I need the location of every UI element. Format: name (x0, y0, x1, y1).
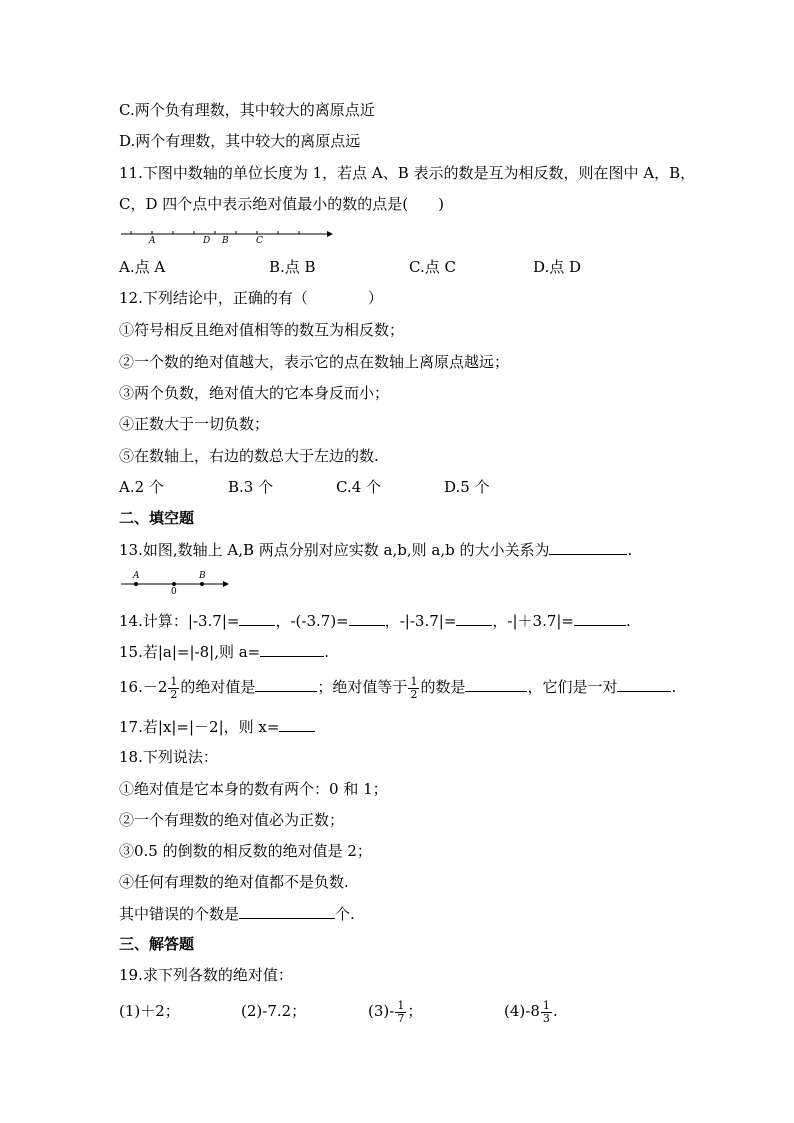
q14-blank-4[interactable] (574, 610, 626, 626)
q14-blank-2[interactable] (349, 610, 385, 626)
q16-part1: 16.－2 (119, 678, 168, 696)
question-16 (119, 672, 676, 702)
q12-statement-2: ②一个数的绝对值越大，表示它的点在数轴上离原点越远； (119, 353, 510, 371)
point-a-label: A (133, 571, 140, 581)
axis-arrow (327, 231, 333, 237)
q18-conclusion-text: 其中错误的个数是 (119, 905, 240, 923)
q12-statement-4: ④正数大于一切负数； (119, 415, 270, 433)
q19-items (119, 994, 558, 1028)
question-11-line1: 11.下图中数轴的单位长度为 1，若点 A、B 表示的数是互为相反数，则在图中 A，B， (119, 164, 696, 182)
q14-part3: ，-|-3.7|= (384, 612, 457, 630)
q12-options (119, 477, 490, 497)
question-12: 12.下列结论中，正确的有（ ） (119, 289, 383, 307)
q14-part4: ，-|＋3.7|= (492, 612, 575, 630)
question-15 (119, 641, 329, 662)
q12-statement-3: ③两个负数，绝对值大的它本身反而小； (119, 384, 390, 402)
q12-statement-5: ⑤在数轴上，右边的数总大于左边的数. (119, 447, 379, 465)
q11-option-a: A.点 A (119, 258, 166, 276)
q16-blank-2[interactable] (465, 676, 527, 692)
point-b-label: B (199, 571, 206, 581)
q11-options (119, 257, 581, 277)
q16-part5: ，它们是一对 (527, 678, 618, 696)
question-11-line2: C，D 四个点中表示绝对值最小的数的点是( ) (119, 195, 444, 213)
question-14 (119, 610, 631, 631)
point-b-label: B (222, 236, 229, 246)
q11-option-b: B.点 B (269, 258, 316, 276)
q19-item-3: (3)- $\frac{1}{7}$ ； (368, 998, 423, 1025)
section-solve-heading: 三、解答题 (119, 935, 195, 953)
q16-period: . (671, 678, 677, 696)
q12-option-d: D.5 个 (444, 478, 490, 496)
q19-item-2: (2)-7.2； (241, 1002, 307, 1020)
fraction-one-seventh: $\frac{1}{7}$ (397, 998, 405, 1025)
q12-option-a: A.2 个 (119, 478, 164, 496)
point-d-label: D (203, 236, 211, 246)
q18-statement-2: ②一个有理数的绝对值必为正数； (119, 811, 345, 829)
q16-part3: ；绝对值等于 (317, 678, 408, 696)
q19-item-1: (1)＋2； (119, 1002, 180, 1020)
question-18: 18.下列说法： (119, 748, 218, 766)
option-c-text: C.两个负有理数，其中较大的离原点近 (119, 101, 375, 119)
q14-part2: ，-(-3.7)= (275, 612, 349, 630)
q13-number-line-figure (119, 568, 234, 594)
q19-item-4: (4)-8 $\frac{1}{3}$ . (504, 998, 558, 1025)
q16-part4: 的数是 (420, 678, 466, 696)
q18-conclusion-suffix: 个. (335, 905, 355, 923)
point-a-label: A (149, 236, 156, 246)
q12-option-c: C.4 个 (336, 478, 382, 496)
q11-option-d: D.点 D (533, 258, 582, 276)
point-c-label: C (256, 236, 263, 246)
question-13 (119, 539, 632, 560)
q15-text: 15.若|a|=|-8|,则 a= (119, 643, 261, 661)
q11-option-c: C.点 C (409, 258, 456, 276)
q18-statement-4: ④任何有理数的绝对值都不是负数. (119, 873, 349, 891)
axis-arrow (223, 581, 229, 587)
origin-dot (172, 582, 176, 586)
q12-statement-1: ①符号相反且绝对值相等的数互为相反数； (119, 321, 405, 339)
q15-answer-blank[interactable] (260, 641, 324, 657)
origin-label: 0 (171, 587, 177, 594)
q17-answer-blank[interactable] (279, 716, 315, 732)
q16-part2: 的绝对值是 (180, 678, 256, 696)
q13-answer-blank[interactable] (549, 539, 627, 555)
point-a-dot (134, 582, 138, 586)
q17-text: 17.若|x|=|－2|，则 x= (119, 718, 280, 736)
q16-blank-3[interactable] (617, 676, 671, 692)
question-17 (119, 716, 315, 737)
option-d-text: D.两个有理数，其中较大的离原点远 (119, 132, 361, 150)
q14-blank-3[interactable] (456, 610, 492, 626)
fraction-one-third: $\frac{1}{3}$ (542, 998, 550, 1025)
q18-statement-1: ①绝对值是它本身的数有两个：0 和 1； (119, 780, 388, 798)
q14-blank-1[interactable] (239, 610, 275, 626)
q18-statement-3: ③0.5 的倒数的相反数的绝对值是 2； (119, 842, 372, 860)
fraction-one-half: $\frac{1}{2}$ (410, 674, 418, 701)
q13-text: 13.如图,数轴上 A,B 两点分别对应实数 a,b,则 a,b 的大小关系为 (119, 541, 550, 559)
q16-blank-1[interactable] (255, 676, 317, 692)
question-19: 19.求下列各数的绝对值： (119, 966, 293, 984)
q15-period: . (324, 643, 330, 661)
section-fill-in-heading: 二、填空题 (119, 509, 195, 527)
q12-option-b: B.3 个 (228, 478, 274, 496)
point-b-dot (200, 582, 204, 586)
fraction-one-half: $\frac{1}{2}$ (170, 674, 178, 701)
q14-part1: 14.计算：|-3.7|= (119, 612, 240, 630)
q11-number-line-figure (119, 226, 339, 246)
q13-period: . (627, 541, 633, 559)
q14-period: . (626, 612, 631, 630)
q18-conclusion (119, 903, 355, 924)
q18-answer-blank[interactable] (239, 903, 335, 919)
